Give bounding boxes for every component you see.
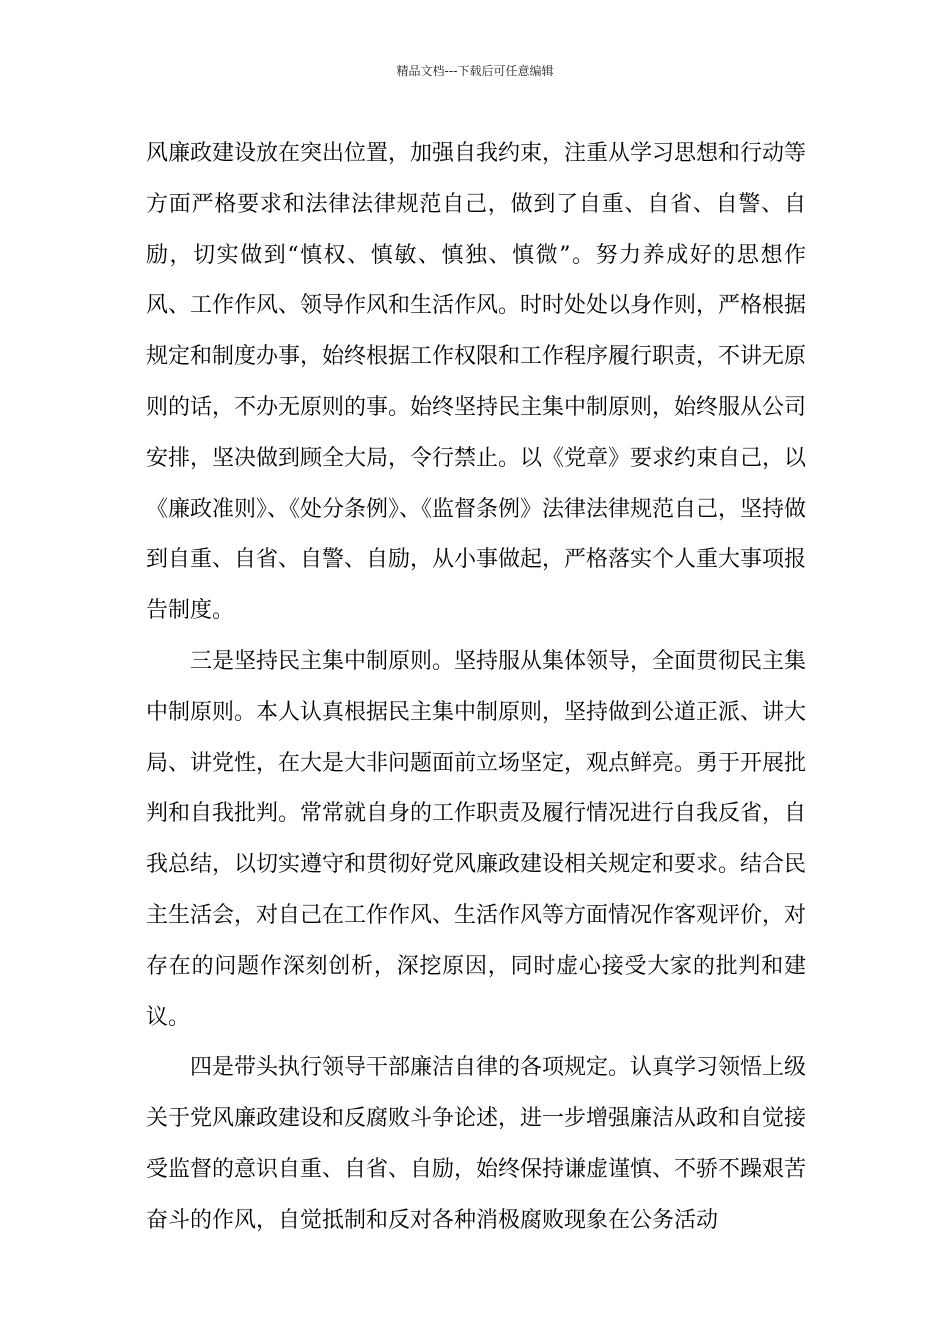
- paragraph-clean-governance-rules: 四是带头执行领导干部廉洁自律的各项规定。认真学习领悟上级关于党风廉政建设和反腐败斗争论述，进一步增强廉洁从政和自觉接受监督的意识自重、自省、自励，始终保持谦虚谨慎、不骄不躁艰苦奋斗的作风，自觉抵制和反对各种消极腐败现象在公务活动: [146, 1055, 807, 1233]
- paragraph-democratic-centralism: 三是坚持民主集中制原则。坚持服从集体领导，全面贯彻民主集中制原则。本人认真根据民主集中制原则，坚持做到公道正派、讲大局、讲党性，在大是大非问题面前立场坚定，观点鲜亮。勇于开展批判和自我批判。常常就自身的工作职责及履行情况进行自我反省，自我总结，以切实遵守和贯彻好党风廉政建设相关规定和要求。结合民主生活会，对自己在工作作风、生活作风等方面情况作客观评价，对存在的问题作深刻创析，深挖原因，同时虚心接受大家的批判和建议。: [146, 648, 807, 1030]
- document-body: [146, 129, 806, 1247]
- paragraph-integrity-self-discipline: 风廉政建设放在突出位置，加强自我约束，注重从学习思想和行动等方面严格要求和法律法律规范自己，做到了自重、自省、自警、自励，切实做到“慎权、慎敏、慎独、慎微”。努力养成好的思想作风、工作作风、领导作风和生活作风。时时处处以身作则，严格根据规定和制度办事，始终根据工作权限和工作程序履行职责，不讲无原则的话，不办无原则的事。始终坚持民主集中制原则，始终服从公司安排，坚决做到顾全大局，令行禁止。以《党章》要求约束自己，以《廉政准则》、《处分条例》、《监督条例》法律法律规范自己，坚持做到自重、自省、自警、自励，从小事做起，严格落实个人重大事项报告制度。: [146, 141, 807, 624]
- page-header: 精品文档---下载后可任意编辑: [396, 64, 554, 78]
